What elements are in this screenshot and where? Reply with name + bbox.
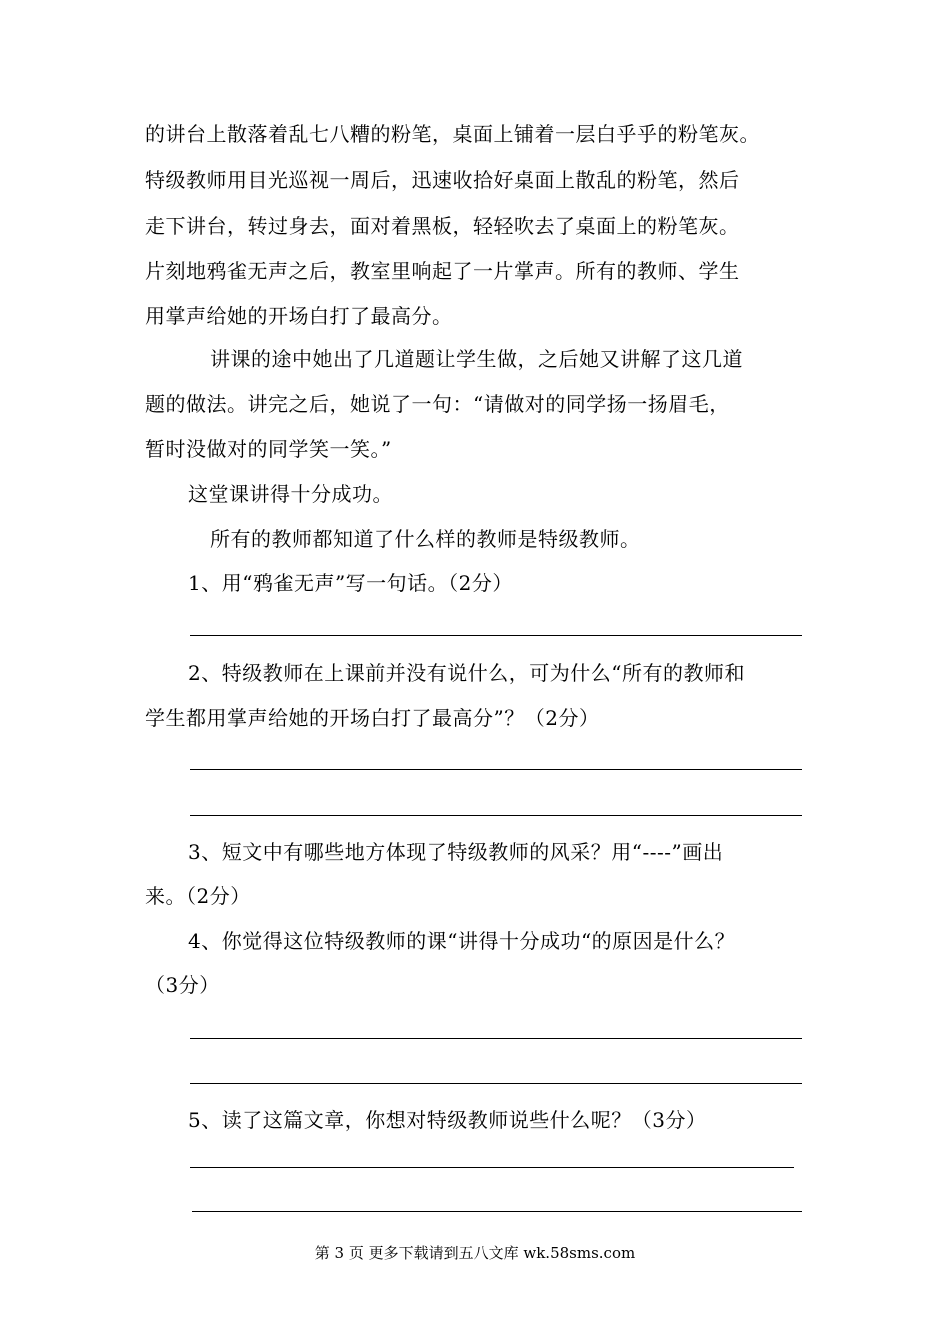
passage-line: 特级教师用目光巡视一周后，迅速收拾好桌面上散乱的粉笔，然后 <box>145 168 740 192</box>
passage-line: 走下讲台，转过身去，面对着黑板，轻轻吹去了桌面上的粉笔灰。 <box>145 214 740 238</box>
answer-line[interactable] <box>190 1083 802 1084</box>
passage-line: 题的做法。讲完之后，她说了一句：“请做对的同学扬一扬眉毛， <box>145 392 730 416</box>
passage-line: 用掌声给她的开场白打了最高分。 <box>145 304 453 328</box>
answer-line[interactable] <box>190 635 802 636</box>
question-5: 5、读了这篇文章，你想对特级教师说些什么呢？（3分） <box>188 1108 707 1132</box>
answer-line[interactable] <box>190 769 802 770</box>
question-4: 4、你觉得这位特级教师的课“讲得十分成功“的原因是什么？ <box>188 929 736 953</box>
page-footer: 第 3 页 更多下载请到五八文库 wk.58sms.com <box>314 1244 636 1262</box>
passage-line: 暂时没做对的同学笑一笑。” <box>145 437 392 461</box>
question-2-continued: 学生都用掌声给她的开场白打了最高分”？（2分） <box>145 706 600 730</box>
question-3-continued: 来。（2分） <box>145 884 251 908</box>
answer-line[interactable] <box>190 1038 802 1039</box>
answer-line[interactable] <box>190 815 802 816</box>
passage-line: 的讲台上散落着乱七八糟的粉笔，桌面上铺着一层白乎乎的粉笔灰。 <box>145 122 760 146</box>
question-3: 3、短文中有哪些地方体现了特级教师的风采？用“----”画出 <box>188 840 724 864</box>
question-1: 1、用“鸦雀无声”写一句话。（2分） <box>188 571 513 595</box>
question-4-continued: （3分） <box>145 973 220 997</box>
passage-line: 讲课的途中她出了几道题让学生做，之后她又讲解了这几道 <box>210 347 743 371</box>
answer-line[interactable] <box>190 1167 794 1168</box>
passage-line: 所有的教师都知道了什么样的教师是特级教师。 <box>210 527 641 551</box>
question-2: 2、特级教师在上课前并没有说什么，可为什么“所有的教师和 <box>188 661 745 685</box>
passage-line: 这堂课讲得十分成功。 <box>188 482 393 506</box>
answer-line[interactable] <box>192 1211 802 1212</box>
passage-line: 片刻地鸦雀无声之后，教室里响起了一片掌声。所有的教师、学生 <box>145 259 740 283</box>
